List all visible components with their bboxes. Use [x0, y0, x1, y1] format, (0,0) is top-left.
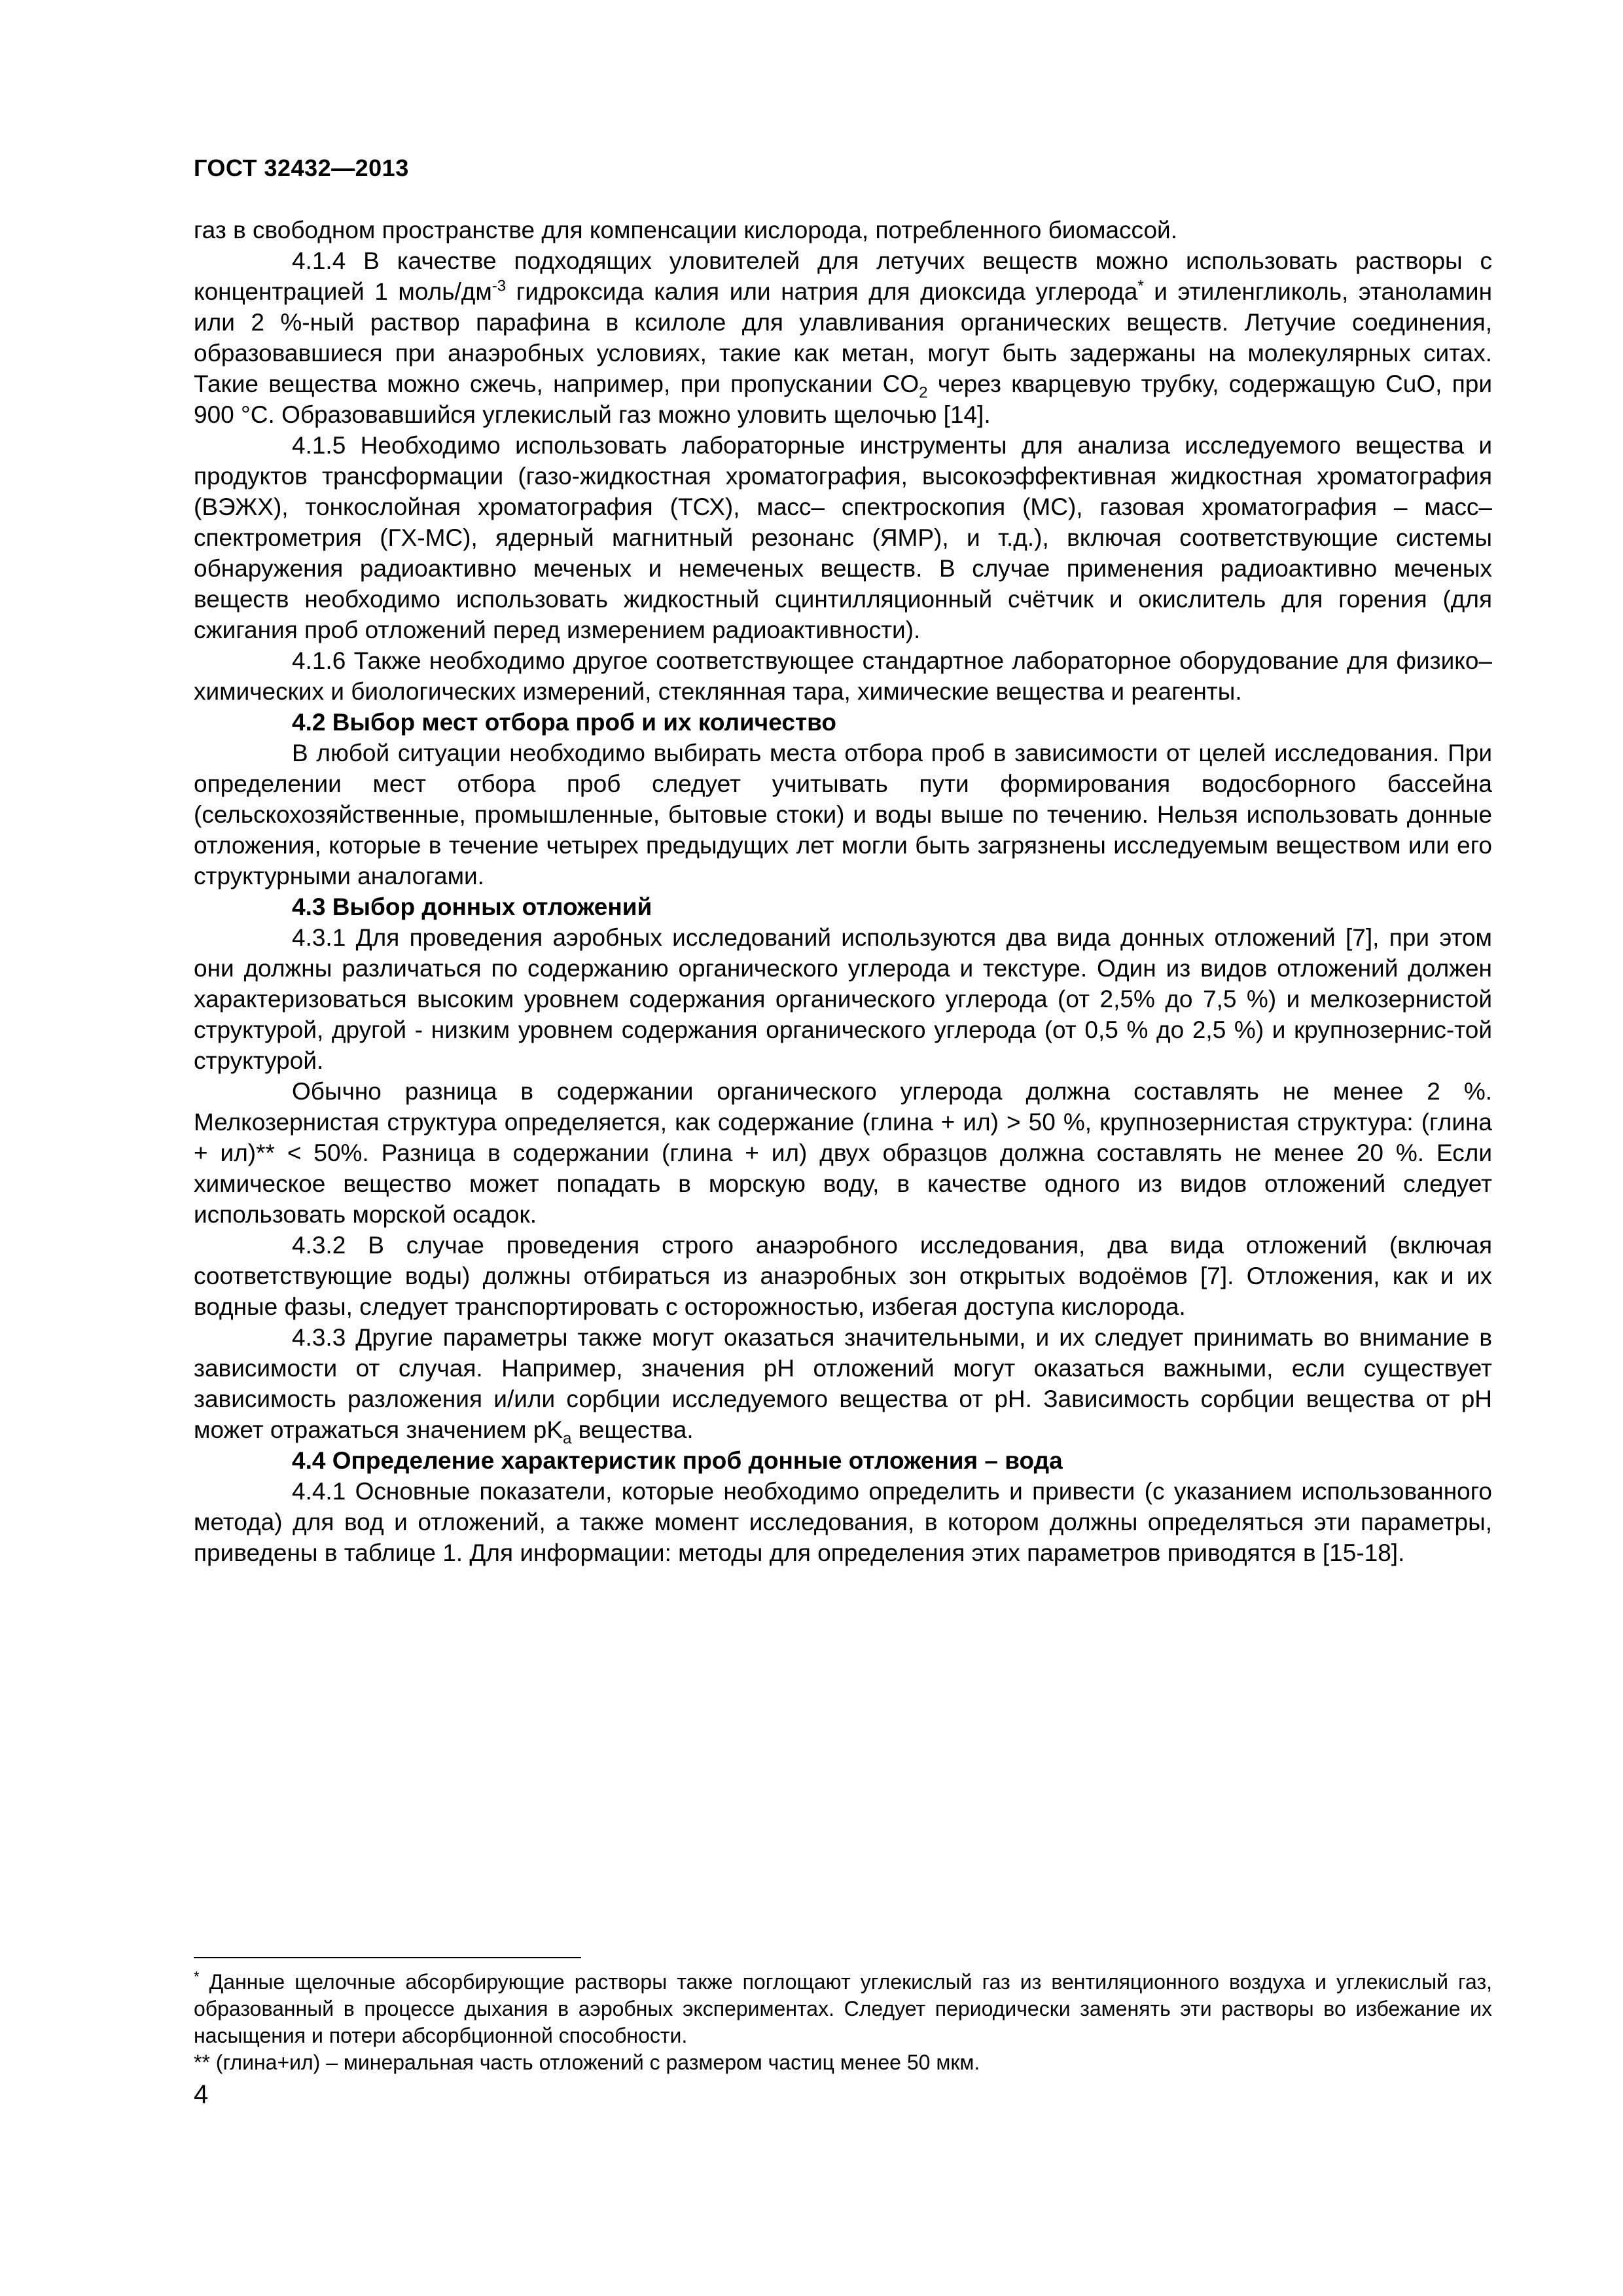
page-number: 4	[194, 2080, 209, 2109]
document-header: ГОСТ 32432—2013	[194, 154, 409, 181]
footnote-1: * Данные щелочные абсорбирующие растворы также поглощают углекислый газ из вентиляционного воздуха и углекислый газ, образованный в процессе дыхания в аэробных экспериментах. Следует периодически заменять эти растворы во избежание их насыщения и потери абсорбционной способности.	[194, 1968, 1492, 2047]
footnotes	[194, 1969, 1492, 2076]
superscript-exponent: -3	[491, 277, 507, 295]
paragraph-4-3-1: 4.3.1 Для проведения аэробных исследований используются два вида донных отложений [7], при этом они должны различаться по содержанию органического углерода и текстуре. Один из видов отложений должен характеризоваться высоким уровнем содержания органического углерода (от 2,5% до 7,5 %) и мелкозернистой структурой, другой - низким уровнем содержания органического углерода (от 0,5 % до 2,5 %) и крупнозернис-той структурой.	[194, 924, 1492, 1074]
main-text	[194, 215, 1492, 1568]
footnote-ref-1: *	[1137, 277, 1144, 295]
section-heading-4-3: 4.3 Выбор донных отложений	[292, 893, 652, 920]
footnote-marker: *	[194, 1968, 200, 1985]
paragraph-4-1-5: 4.1.5 Необходимо использовать лабораторные инструменты для анализа исследуемого вещества и продуктов трансформации (газо-жидкостная хроматография, высокоэффективная жидкостная хроматография (ВЭЖХ), тонкослойная хроматография (ТСХ), масс– спектроскопия (МС), газовая хроматография – масс–спектрометрия (ГХ-МС), ядерный магнитный резонанс (ЯМР), и т.д.), включая соответствующие системы обнаружения радиоактивно меченых и немеченых веществ. В случае применения радиоактивно меченых веществ необходимо использовать жидкостный сцинтилляционный счётчик и окислитель для горения (для сжигания проб отложений перед измерением радиоактивности).	[194, 432, 1492, 643]
paragraph-4-3-3: 4.3.3 Другие параметры также могут оказаться значительными, и их следует принимать во внимание в зависимости от случая. Например, значения pH отложений могут оказаться важными, если существует зависимость разложения и/или сорбции исследуемого вещества от pH. Зависимость сорбции вещества от pH может отражаться значением $pK_a$ вещества.	[194, 1324, 1492, 1448]
footnote-2: ** (глина+ил) – минеральная часть отложений с размером частиц менее 50 мкм.	[194, 2051, 980, 2074]
section-heading-4-2: 4.2 Выбор мест отбора проб и их количество	[292, 709, 836, 736]
paragraph-4-3-1-cont: Обычно разница в содержании органического углерода должна составлять не менее 2 %. Мелкозернистая структура определяется, как содержание (глина + ил) > 50 %, крупнозернистая структура: (глина + ил)** < 50%. Разница в содержании (глина + ил) двух образцов должна составлять не менее 20 %. Если химическое вещество может попадать в морскую воду, в качестве одного из видов отложений следует использовать морской осадок.	[194, 1078, 1492, 1228]
paragraph-4-2: В любой ситуации необходимо выбирать места отбора проб в зависимости от целей исследования. При определении мест отбора проб следует учитывать пути формирования водосборного бассейна (сельскохозяйственные, промышленные, бытовые стоки) и воды выше по течению. Нельзя использовать донные отложения, которые в течение четырех предыдущих лет могли быть загрязнены исследуемым веществом или его структурными аналогами.	[194, 740, 1492, 889]
paragraph-4-1-6: 4.1.6 Также необходимо другое соответствующее стандартное лабораторное оборудование для физико–химических и биологических измерений, стеклянная тара, химические вещества и реагенты.	[194, 647, 1492, 705]
paragraph-4-3-2: 4.3.2 В случае проведения строго анаэробного исследования, два вида отложений (включая соответствующие воды) должны отбираться из анаэробных зон открытых водоёмов [7]. Отложения, как и их водные фазы, следует транспортировать с осторожностью, избегая доступа кислорода.	[194, 1232, 1492, 1320]
subscript-a: a	[563, 1429, 572, 1448]
subscript-2: 2	[919, 384, 928, 402]
section-heading-4-4: 4.4 Определение характеристик проб донные отложения – вода	[292, 1447, 1063, 1474]
paragraph-4-4-1: 4.4.1 Основные показатели, которые необходимо определить и привести (с указанием использованного метода) для вод и отложений, а также момент исследования, в котором должны определяться эти параметры, приведены в таблице 1. Для информации: методы для определения этих параметров приводятся в [15-18].	[194, 1478, 1492, 1566]
paragraph: газ в свободном пространстве для компенсации кислорода, потребленного биомассой.	[194, 217, 1177, 243]
footnote-separator	[194, 1957, 581, 1958]
paragraph-4-1-4: 4.1.4 В качестве подходящих уловителей для летучих веществ можно использовать растворы с концентрацией 1 моль/дм$^{-3}$ гидроксида калия или натрия для диоксида углерода* и этиленгликоль, этаноламин или 2 %-ный раствор парафина в ксилоле для улавливания органических веществ. Летучие соединения, образовавшиеся при анаэробных условиях, такие как метан, могут быть задержаны на молекулярных ситах. Такие вещества можно сжечь, например, при пропускании $CO_2$ через кварцевую трубку, содержащую CuO, при 900 °С. Образовавшийся углекислый газ можно уловить щелочью [14].	[194, 247, 1493, 428]
